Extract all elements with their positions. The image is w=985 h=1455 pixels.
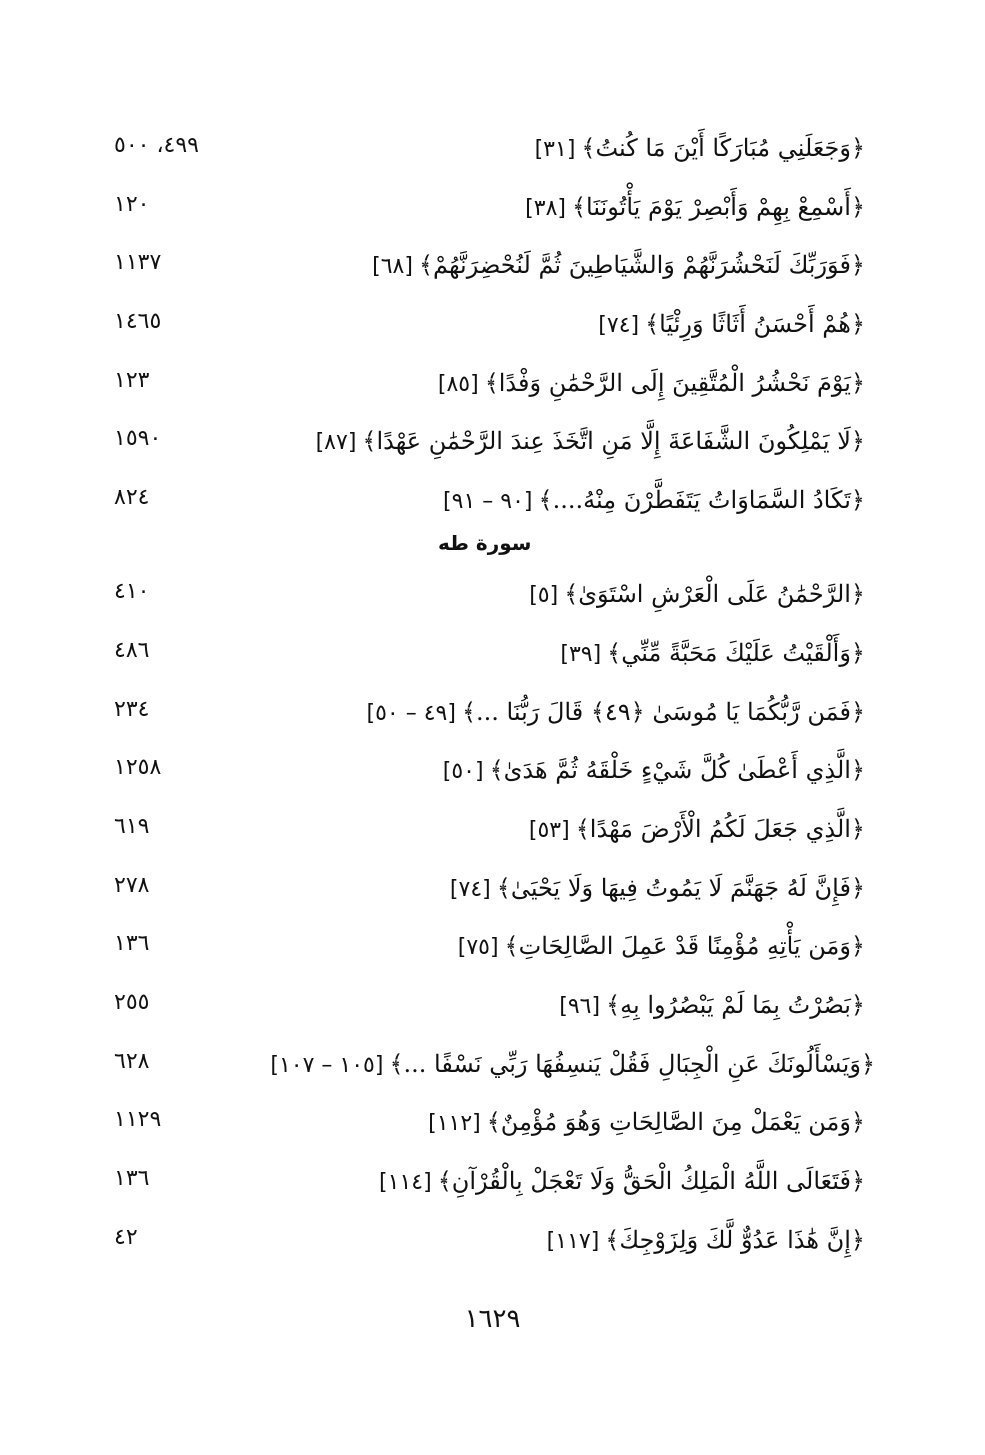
verse-reference: [٨٧] <box>315 430 357 456</box>
verse-text: ﴿لَا يَمْلِكُونَ الشَّفَاعَةَ إِلَّا مَنِ اتَّخَذَ عِندَ الرَّحْمَٰنِ عَهْدًا﴾[٨٧] <box>315 427 865 456</box>
verse-reference: [٧٤] <box>598 313 640 339</box>
index-row <box>100 811 875 870</box>
page-number: ١٦٢٩ <box>464 1304 521 1334</box>
verse-reference: [٥] <box>529 583 559 609</box>
index-row <box>100 1046 875 1105</box>
index-row <box>100 928 875 987</box>
verse-reference: [١١٧] <box>546 1228 600 1254</box>
verse-text: ﴿تَكَادُ السَّمَاوَاتُ يَتَفَطَّرْنَ مِنْهُ....﴾[٩٠ – ٩١] <box>443 486 865 515</box>
page-references: ١٢٥٨ <box>114 755 162 781</box>
index-row <box>100 635 875 694</box>
page-references: ١٤٦٥ <box>114 309 162 335</box>
page-references: ١٥٩٠ <box>114 426 162 452</box>
verse-reference: [٧٤] <box>449 876 491 902</box>
verse-text: ﴿أَسْمِعْ بِهِمْ وَأَبْصِرْ يَوْمَ يَأْتُونَنَا﴾[٣٨] <box>525 192 865 221</box>
surah-heading <box>100 532 875 576</box>
verse-index-list <box>100 130 875 1280</box>
index-row <box>100 870 875 929</box>
verse-reference: [٦٨] <box>372 254 413 280</box>
page-references: ٨٢٤ <box>114 485 150 511</box>
verse-text: ﴿وَمَن يَأْتِهِ مُؤْمِنًا قَدْ عَمِلَ الصَّالِحَاتِ﴾[٧٥] <box>457 932 865 961</box>
verse-reference: [١٠٥ – ١٠٧] <box>270 1052 384 1078</box>
page-references: ١١٣٧ <box>114 250 162 276</box>
verse-reference: [١١٤] <box>379 1170 432 1195</box>
verse-text: ﴿إِنَّ هَٰذَا عَدُوٌّ لَّكَ وَلِزَوْجِكَ﴾[١١٧] <box>546 1225 865 1254</box>
page-references: ١١٢٩ <box>114 1107 162 1133</box>
verse-text: ﴿الَّذِي أَعْطَىٰ كُلَّ شَيْءٍ خَلْقَهُ ثُمَّ هَدَىٰ﴾[٥٠] <box>442 756 865 785</box>
verse-text: ﴿الرَّحْمَٰنُ عَلَى الْعَرْشِ اسْتَوَىٰ﴾[٥] <box>529 580 865 609</box>
verse-text: ﴿وَجَعَلَنِي مُبَارَكًا أَيْنَ مَا كُنتُ﴾[٣١] <box>534 134 865 162</box>
verse-reference: [٣١] <box>534 137 576 162</box>
index-row <box>100 694 875 753</box>
index-row <box>100 482 875 532</box>
page-references: ٢٣٤ <box>114 696 150 722</box>
verse-reference: [٥٠] <box>442 759 484 785</box>
verse-reference: [٣٨] <box>525 195 566 221</box>
verse-text: ﴿فَمَن رَّبُّكُمَا يَا مُوسَىٰ ﴿٤٩﴾ قَالَ رَبُّنَا ...﴾[٤٩ – ٥٠] <box>366 697 865 726</box>
page-references: ٢٧٨ <box>114 872 150 898</box>
verse-text: ﴿وَأَلْقَيْتُ عَلَيْكَ مَحَبَّةً مِّنِّي﴾[٣٩] <box>560 638 865 667</box>
index-row <box>100 247 875 306</box>
page-references: ١٢٠ <box>114 191 150 217</box>
verse-reference: [٧٥] <box>457 935 499 961</box>
verse-reference: [٤٩ – ٥٠] <box>366 700 456 726</box>
page-references: ٦١٩ <box>114 813 150 839</box>
verse-reference: [٩٦] <box>559 993 601 1019</box>
index-row <box>100 1222 875 1281</box>
page-references: ٤٩٩، ٥٠٠ <box>114 133 199 158</box>
verse-reference: [٨٥] <box>437 371 479 397</box>
verse-reference: [٩٠ – ٩١] <box>443 489 533 515</box>
index-row <box>100 423 875 482</box>
index-row <box>100 1104 875 1163</box>
verse-reference: [٥٣] <box>528 817 570 843</box>
verse-text: ﴿بَصُرْتُ بِمَا لَمْ يَبْصُرُوا بِهِ﴾[٩٦] <box>559 990 865 1019</box>
index-row <box>100 365 875 424</box>
index-row <box>100 752 875 811</box>
verse-text: ﴿هُمْ أَحْسَنُ أَثَاثًا وَرِئْيًا﴾[٧٤] <box>598 310 865 339</box>
verse-text: ﴿فَوَرَبِّكَ لَنَحْشُرَنَّهُمْ وَالشَّيَاطِينَ ثُمَّ لَنُحْضِرَنَّهُمْ﴾[٦٨] <box>372 251 865 280</box>
surah-heading-text: سورة طه <box>438 531 532 556</box>
index-row <box>100 306 875 365</box>
verse-text: ﴿الَّذِي جَعَلَ لَكُمُ الْأَرْضَ مَهْدًا﴾[٥٣] <box>528 814 865 843</box>
page-references: ٤٢ <box>114 1224 138 1250</box>
verse-text: ﴿وَمَن يَعْمَلْ مِنَ الصَّالِحَاتِ وَهُوَ مُؤْمِنٌ﴾[١١٢] <box>428 1108 865 1137</box>
page-references: ١٢٣ <box>114 367 150 393</box>
verse-reference: [١١٢] <box>428 1111 481 1137</box>
verse-reference: [٣٩] <box>560 641 602 667</box>
page-references: ٤٨٦ <box>114 637 150 663</box>
page-references: ٦٢٨ <box>114 1048 150 1074</box>
page-references: ١٣٦ <box>114 931 150 957</box>
page-references: ٤١٠ <box>114 579 150 605</box>
index-row <box>100 987 875 1046</box>
index-row <box>100 189 875 248</box>
verse-text: ﴿فَتَعَالَى اللَّهُ الْمَلِكُ الْحَقُّ وَلَا تَعْجَلْ بِالْقُرْآنِ﴾[١١٤] <box>379 1167 865 1195</box>
verse-text: ﴿يَوْمَ نَحْشُرُ الْمُتَّقِينَ إِلَى الرَّحْمَٰنِ وَفْدًا﴾[٨٥] <box>437 368 865 397</box>
verse-text: ﴿فَإِنَّ لَهُ جَهَنَّمَ لَا يَمُوتُ فِيهَا وَلَا يَحْيَىٰ﴾[٧٤] <box>449 873 865 902</box>
page-references: ١٣٦ <box>114 1166 150 1191</box>
index-row <box>100 1163 875 1222</box>
page-references: ٢٥٥ <box>114 989 150 1015</box>
index-row <box>100 130 875 189</box>
index-row <box>100 576 875 635</box>
verse-text: ﴿وَيَسْأَلُونَكَ عَنِ الْجِبَالِ فَقُلْ يَنسِفُهَا رَبِّي نَسْفًا ...﴾[١٠٥ – ١٠٧] <box>270 1049 875 1078</box>
